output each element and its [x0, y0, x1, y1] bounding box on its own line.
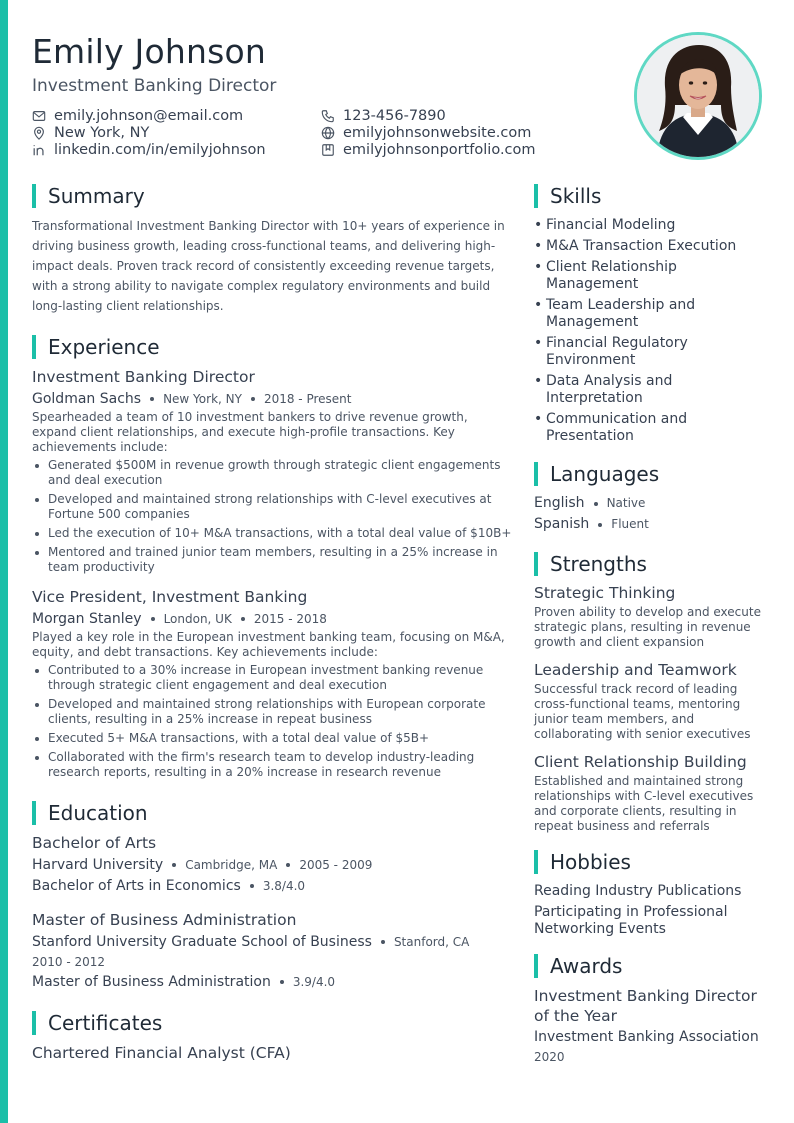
contact-info: [32, 107, 592, 158]
job-achievements: [32, 663, 512, 780]
heading-accent: [534, 850, 538, 874]
strength-description: Successful track record of leading cross-functional teams, mentoring junior team members, and collaborating with senior executives: [534, 682, 751, 741]
skills-heading: [534, 183, 770, 208]
strength-item: [534, 583, 770, 650]
job-description: Spearheaded a team of 10 investment bankers to drive revenue growth, expand client relationships, and execute high-profile transactions. Key achievements include:: [32, 410, 468, 454]
languages-heading: [534, 461, 770, 486]
left-column: [32, 183, 512, 1063]
achievement-item: Developed and maintained strong relationships with European corporate clients, resulting in a 25% increase in repeat business: [32, 697, 512, 727]
job-title: Investment Banking Director: [32, 368, 255, 386]
resume-header: [32, 30, 632, 98]
experience-heading: [32, 334, 512, 359]
candidate-name: Emily Johnson: [32, 32, 267, 71]
experience-section: [32, 334, 512, 780]
bookmark-icon: [321, 143, 335, 157]
job-location: London, UK: [163, 612, 232, 626]
strength-item: [534, 660, 770, 742]
separator-dot: [280, 980, 284, 984]
skill-item: • Team Leadership and Management: [534, 297, 770, 331]
language-level: Native: [606, 496, 646, 510]
job-dates: 2018 - Present: [263, 392, 352, 406]
heading-accent: [32, 184, 36, 208]
contact-phone[interactable]: [321, 107, 592, 124]
hobby-item: Reading Industry Publications: [534, 883, 742, 899]
award-title: Investment Banking Director of the Year: [534, 987, 757, 1025]
certificate-item: Chartered Financial Analyst (CFA): [32, 1044, 291, 1062]
experience-heading-text: Experience: [48, 334, 160, 359]
education-heading-text: Education: [48, 800, 148, 825]
separator-dot: [594, 502, 598, 506]
separator-dot: [151, 617, 155, 621]
education-field-line: [32, 876, 512, 896]
strength-description: Established and maintained strong relationships with C-level executives and corporate clients, resulting in repeat business and referrals: [534, 774, 754, 833]
map-pin-icon: [32, 126, 46, 140]
contact-linkedin[interactable]: [32, 141, 321, 158]
achievement-item: Generated $500M in revenue growth through strategic client engagements and deal execution: [32, 458, 512, 488]
separator-dot: [250, 884, 254, 888]
education-school-line: [32, 932, 512, 952]
awards-heading: [534, 953, 770, 978]
language-name: English: [534, 495, 585, 511]
education-field-line: [32, 972, 512, 992]
heading-accent: [534, 462, 538, 486]
globe-icon: [321, 126, 335, 140]
heading-accent: [534, 954, 538, 978]
achievement-item: Contributed to a 30% increase in European investment banking revenue through strategic client engagement and deal execution: [32, 663, 512, 693]
envelope-icon: [32, 109, 46, 123]
education-school: Stanford University Graduate School of Business: [32, 934, 372, 950]
skill-item: • Financial Modeling: [534, 217, 770, 234]
skill-item: • M&A Transaction Execution: [534, 238, 770, 255]
education-entry: [32, 833, 512, 896]
separator-dot: [172, 863, 176, 867]
skill-item: • Financial Regulatory Environment: [534, 335, 770, 369]
contact-phone-text: 123-456-7890: [343, 107, 446, 124]
separator-dot: [381, 940, 385, 944]
award-year: 2020: [534, 1050, 565, 1064]
award-item: [534, 986, 770, 1065]
job-company: Goldman Sachs: [32, 391, 142, 407]
education-degree: Master of Business Administration: [32, 911, 297, 929]
awards-heading-text: Awards: [550, 953, 623, 978]
summary-text: Transformational Investment Banking Director with 10+ years of experience in driving business growth, leading cross-functional teams, and delivering high-impact deals. Proven track record of consistently exceeding revenue targets, with a strong ability to navigate complex regulatory environments and build long-lasting client relationships.: [32, 219, 505, 313]
skills-list: [534, 217, 770, 445]
education-location: Cambridge, MA: [185, 858, 278, 872]
language-item: [534, 514, 770, 535]
contact-location: [32, 124, 321, 141]
skill-item: • Data Analysis and Interpretation: [534, 373, 770, 407]
summary-section: [32, 183, 512, 316]
job-description: Played a key role in the European investment banking team, focusing on M&A, equity, and debt transactions. Key achievements include:: [32, 630, 505, 659]
language-name: Spanish: [534, 516, 590, 532]
achievement-item: Executed 5+ M&A transactions, with a total deal value of $5B+: [32, 731, 512, 746]
job-meta: [32, 610, 512, 628]
education-field: Bachelor of Arts in Economics: [32, 878, 241, 894]
strength-title: Strategic Thinking: [534, 584, 676, 602]
summary-heading: [32, 183, 512, 208]
language-item: [534, 493, 770, 514]
separator-dot: [251, 397, 255, 401]
heading-accent: [32, 335, 36, 359]
contact-email-text: emily.johnson@email.com: [54, 107, 244, 124]
heading-accent: [534, 184, 538, 208]
certificates-heading: [32, 1010, 512, 1035]
education-entry: [32, 910, 512, 992]
avatar: [634, 32, 762, 160]
contact-location-text: New York, NY: [54, 124, 150, 141]
languages-heading-text: Languages: [550, 461, 660, 486]
linkedin-icon: [32, 143, 46, 157]
job-title: Vice President, Investment Banking: [32, 588, 308, 606]
separator-dot: [150, 397, 154, 401]
contact-website-text: emilyjohnsonwebsite.com: [343, 124, 532, 141]
hobbies-list: [534, 883, 770, 938]
hobby-item: Participating in Professional Networking Events: [534, 904, 728, 937]
skill-item: • Client Relationship Management: [534, 259, 770, 293]
skills-section: [534, 183, 770, 445]
education-school-line: [32, 855, 512, 875]
language-level: Fluent: [611, 517, 649, 531]
education-dates: 2010 - 2012: [32, 955, 106, 969]
education-gpa: 3.9/4.0: [292, 975, 336, 989]
right-column: [534, 183, 770, 1065]
contact-website[interactable]: [321, 124, 592, 141]
summary-heading-text: Summary: [48, 183, 145, 208]
contact-linkedin-text: linkedin.com/in/emilyjohnson: [54, 141, 266, 158]
hobbies-heading-text: Hobbies: [550, 849, 631, 874]
strengths-heading-text: Strengths: [550, 551, 647, 576]
education-section: [32, 800, 512, 992]
certificates-section: [32, 1010, 512, 1063]
awards-section: [534, 953, 770, 1065]
hobbies-heading: [534, 849, 770, 874]
education-school: Harvard University: [32, 857, 164, 873]
skill-item: • Communication and Presentation: [534, 411, 770, 445]
achievement-item: Mentored and trained junior team members, resulting in a 25% increase in team productivity: [32, 545, 512, 575]
candidate-title: Investment Banking Director: [32, 76, 277, 96]
separator-dot: [286, 863, 290, 867]
education-degree: Bachelor of Arts: [32, 834, 157, 852]
strength-title: Leadership and Teamwork: [534, 661, 737, 679]
strengths-heading: [534, 551, 770, 576]
job-achievements: [32, 458, 512, 575]
separator-dot: [241, 617, 245, 621]
contact-email[interactable]: [32, 107, 321, 124]
achievement-item: Developed and maintained strong relationships with C-level executives at Fortune 500 companies: [32, 492, 512, 522]
education-field: Master of Business Administration: [32, 974, 271, 990]
separator-dot: [598, 523, 602, 527]
hobbies-section: [534, 849, 770, 938]
job-entry: [32, 368, 512, 575]
achievement-item: Led the execution of 10+ M&A transactions, with a total deal value of $10B+: [32, 526, 512, 541]
education-gpa: 3.8/4.0: [262, 879, 306, 893]
education-dates-line: [32, 952, 512, 972]
job-location: New York, NY: [163, 392, 242, 406]
avatar-portrait: [637, 35, 759, 157]
contact-portfolio-text: emilyjohnsonportfolio.com: [343, 141, 536, 158]
certificates-heading-text: Certificates: [48, 1010, 163, 1035]
skills-heading-text: Skills: [550, 183, 602, 208]
education-location: Stanford, CA: [393, 935, 470, 949]
languages-list: [534, 493, 770, 535]
education-dates: 2005 - 2009: [299, 858, 373, 872]
strength-description: Proven ability to develop and execute strategic plans, resulting in revenue growth and client expansion: [534, 605, 761, 649]
job-company: Morgan Stanley: [32, 611, 142, 627]
achievement-item: Collaborated with the firm's research team to develop industry-leading research reports, resulting in a 20% increase in research revenue: [32, 750, 512, 780]
contact-portfolio[interactable]: [321, 141, 592, 158]
phone-icon: [321, 109, 335, 123]
accent-bar: [0, 0, 8, 1123]
heading-accent: [32, 1011, 36, 1035]
heading-accent: [32, 801, 36, 825]
strengths-section: [534, 551, 770, 834]
heading-accent: [534, 552, 538, 576]
education-heading: [32, 800, 512, 825]
strength-title: Client Relationship Building: [534, 753, 747, 771]
job-entry: [32, 588, 512, 780]
job-dates: 2015 - 2018: [253, 612, 327, 626]
job-meta: [32, 390, 512, 408]
strength-item: [534, 752, 770, 834]
languages-section: [534, 461, 770, 535]
award-organization: Investment Banking Association: [534, 1029, 759, 1045]
